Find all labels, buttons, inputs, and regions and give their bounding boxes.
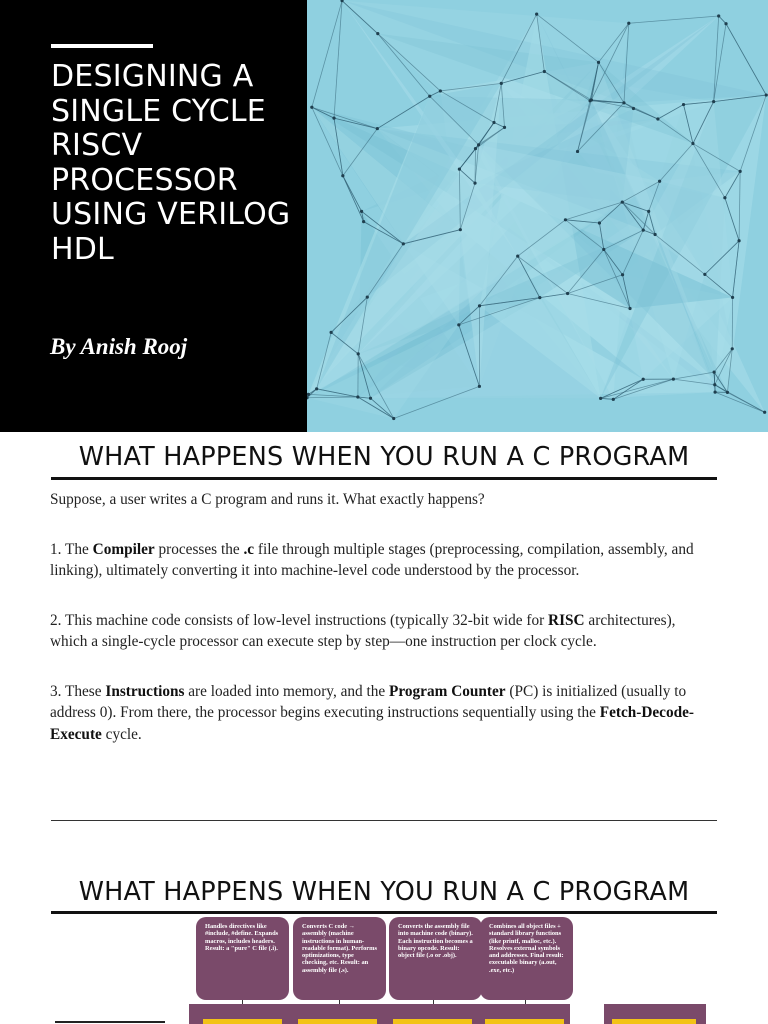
pattern-node bbox=[739, 170, 742, 173]
stage-linking-box: Combines all object files + standard library functions (like printf, malloc, etc.). Resolves external symbols and addresses. Final result: executable binary (a.out, .exe, etc.) bbox=[480, 917, 573, 1000]
pattern-node bbox=[621, 273, 624, 276]
pattern-node bbox=[703, 273, 706, 276]
pattern-node bbox=[597, 61, 600, 64]
pipeline-block bbox=[393, 1019, 472, 1024]
pattern-node bbox=[357, 352, 360, 355]
pattern-line bbox=[629, 16, 719, 23]
text: 1. The bbox=[50, 541, 93, 558]
stage-preprocessing-box: Handles directives like #include, #define. Expands macros, includes headers. Result: a "pure" C file (.i). bbox=[196, 917, 289, 1000]
pattern-node bbox=[492, 121, 495, 124]
text: 2. This machine code consists of low-level instructions (typically 32-bit wide for bbox=[50, 612, 549, 629]
pattern-line bbox=[312, 1, 342, 108]
pattern-node bbox=[713, 383, 716, 386]
pattern-node bbox=[628, 307, 631, 310]
pipeline-block bbox=[485, 1019, 564, 1024]
pattern-node bbox=[642, 378, 645, 381]
pattern-node bbox=[564, 218, 567, 221]
pattern-node bbox=[658, 180, 661, 183]
keyword-risc: RISC bbox=[548, 612, 585, 629]
stage-compilation-box: Converts C code → assembly (machine instructions in human-readable format). Performs optimizations, type checking, etc. Result: an assembly file (.s). bbox=[293, 917, 386, 1000]
text: architectures), which a single-cycle processor can execute step by step—one instruction per clock cycle. bbox=[50, 612, 676, 651]
pattern-node bbox=[473, 182, 476, 185]
pattern-node bbox=[737, 239, 740, 242]
pattern-node bbox=[642, 229, 645, 232]
pattern-node bbox=[459, 228, 462, 231]
pattern-node bbox=[477, 143, 480, 146]
pattern-node bbox=[653, 233, 656, 236]
cover-title-panel bbox=[0, 0, 307, 432]
pattern-node bbox=[576, 150, 579, 153]
pattern-node bbox=[458, 167, 461, 170]
keyword-extension: .c bbox=[243, 541, 255, 558]
pattern-node bbox=[439, 89, 442, 92]
pattern-node bbox=[369, 397, 372, 400]
intro-paragraph: Suppose, a user writes a C program and runs it. What exactly happens? bbox=[50, 491, 485, 508]
network-pattern-graphic bbox=[307, 0, 768, 432]
pattern-node bbox=[474, 147, 477, 150]
pattern-node bbox=[538, 296, 541, 299]
pattern-node bbox=[428, 95, 431, 98]
keyword-instructions: Instructions bbox=[105, 683, 185, 700]
section-divider bbox=[51, 820, 717, 821]
pattern-node bbox=[622, 101, 625, 104]
text: 3. These bbox=[50, 683, 106, 700]
pattern-node bbox=[362, 220, 365, 223]
pattern-node bbox=[691, 142, 694, 145]
pipeline-block bbox=[612, 1019, 696, 1024]
pipeline-input-bar bbox=[55, 1021, 165, 1023]
step-2-paragraph bbox=[50, 610, 710, 653]
heading-underline bbox=[51, 477, 717, 480]
pattern-node bbox=[310, 106, 313, 109]
pattern-node bbox=[647, 210, 650, 213]
pattern-node bbox=[621, 201, 624, 204]
pattern-node bbox=[627, 22, 630, 25]
pattern-node bbox=[717, 14, 720, 17]
pattern-line bbox=[343, 176, 364, 222]
pipeline-block bbox=[298, 1019, 377, 1024]
pattern-line bbox=[334, 1, 342, 118]
pattern-node bbox=[392, 417, 395, 420]
pattern-node bbox=[713, 371, 716, 374]
pattern-node bbox=[376, 32, 379, 35]
pattern-node bbox=[656, 117, 659, 120]
pattern-node bbox=[672, 378, 675, 381]
text: cycle. bbox=[101, 725, 142, 743]
step-1-paragraph bbox=[50, 539, 710, 582]
pattern-node bbox=[478, 304, 481, 307]
title-accent-rule bbox=[51, 44, 153, 48]
keyword-compiler: Compiler bbox=[92, 541, 155, 558]
pattern-node bbox=[402, 242, 405, 245]
text: (PC) is initialized (usually to address 0). From there, the processor begins executing instructions sequentially using the bbox=[50, 683, 687, 722]
pattern-node bbox=[503, 126, 506, 129]
pattern-line bbox=[726, 24, 766, 95]
pattern-node bbox=[457, 323, 460, 326]
keyword-fetch-decode-execute: Fetch-Decode-Execute bbox=[50, 704, 695, 743]
section-heading: WHAT HAPPENS WHEN YOU RUN A C PROGRAM bbox=[78, 442, 690, 472]
pattern-node bbox=[516, 255, 519, 258]
pattern-node bbox=[723, 196, 726, 199]
pattern-node bbox=[341, 174, 344, 177]
stage-assembly-box: Converts the assembly file into machine code (binary). Each instruction becomes a binary opcode. Result: object file (.o or .obj). bbox=[389, 917, 482, 1000]
document-title: DESIGNING A SINGLE CYCLE RISCV PROCESSOR USING VERILOG HDL bbox=[51, 59, 291, 267]
pattern-node bbox=[366, 296, 369, 299]
pattern-node bbox=[763, 411, 766, 414]
pattern-node bbox=[590, 98, 593, 101]
text: are loaded into memory, and the bbox=[184, 683, 390, 700]
pattern-node bbox=[726, 391, 729, 394]
pattern-node bbox=[682, 103, 685, 106]
pattern-node bbox=[731, 347, 734, 350]
network-pattern-image bbox=[307, 0, 768, 432]
pattern-node bbox=[332, 117, 335, 120]
pattern-node bbox=[612, 398, 615, 401]
pattern-node bbox=[376, 127, 379, 130]
pattern-node bbox=[543, 70, 546, 73]
pattern-node bbox=[632, 107, 635, 110]
text: file through multiple stages (preprocessing, compilation, assembly, and linking), ultimately converting it into machine-level code understood by the processor. bbox=[50, 541, 694, 580]
pattern-node bbox=[724, 22, 727, 25]
pattern-node bbox=[599, 397, 602, 400]
cover-banner bbox=[0, 0, 768, 432]
pattern-node bbox=[765, 93, 768, 96]
pattern-node bbox=[315, 387, 318, 390]
pattern-node bbox=[478, 385, 481, 388]
pattern-node bbox=[598, 221, 601, 224]
heading-underline bbox=[51, 911, 717, 914]
author-byline: By Anish Rooj bbox=[50, 334, 188, 359]
pipeline-block bbox=[203, 1019, 282, 1024]
pattern-node bbox=[566, 292, 569, 295]
pattern-node bbox=[535, 13, 538, 16]
pattern-node bbox=[602, 248, 605, 251]
pattern-line bbox=[601, 398, 614, 399]
pattern-node bbox=[713, 391, 716, 394]
keyword-program-counter: Program Counter bbox=[389, 683, 506, 700]
pattern-node bbox=[712, 100, 715, 103]
pattern-node bbox=[360, 210, 363, 213]
pattern-node bbox=[330, 331, 333, 334]
text: processes the bbox=[154, 541, 244, 558]
step-3-paragraph bbox=[50, 681, 710, 745]
section-heading: WHAT HAPPENS WHEN YOU RUN A C PROGRAM bbox=[78, 877, 690, 907]
pattern-line bbox=[343, 176, 362, 212]
pattern-node bbox=[356, 395, 359, 398]
pattern-node bbox=[731, 296, 734, 299]
pattern-node bbox=[500, 82, 503, 85]
